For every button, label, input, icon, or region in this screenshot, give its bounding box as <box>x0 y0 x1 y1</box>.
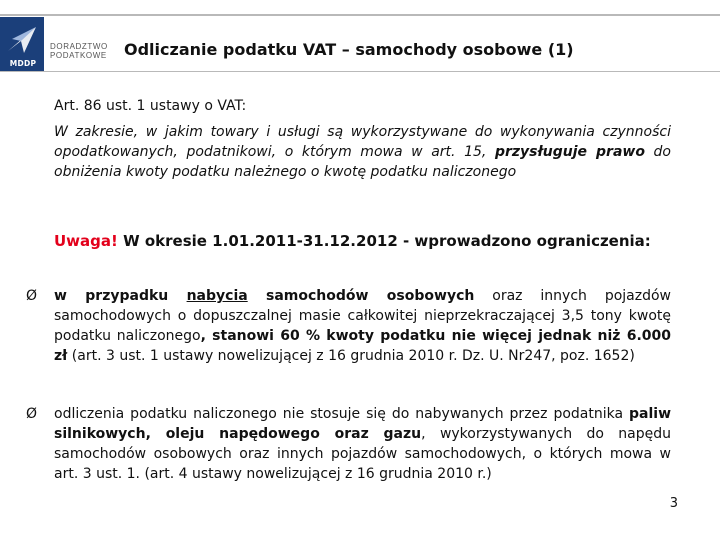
warning-label: Uwaga! <box>54 232 118 250</box>
plane-icon <box>6 23 38 55</box>
warning-text: W okresie 1.01.2011-31.12.2012 - wprowadzono ograniczenia: <box>117 232 651 250</box>
page-number: 3 <box>669 496 678 511</box>
logo-wordmark <box>50 42 108 60</box>
bullet-item-vehicles <box>26 286 671 366</box>
bullet-text: odliczenia podatku naliczonego nie stosuje się do nabywanych przez podatnika paliw silnikowych, oleju napędowego oraz gazu, wykorzystywanych do napędu samochodów osobowych oraz innych pojazdów samochodowych, o których mowa w art. 3 ust. 1. (art. 4 ustawy nowelizującej z 16 grudnia 2010 r.) <box>54 406 671 482</box>
header-separator <box>0 71 720 72</box>
arrow-bullet-icon: Ø <box>26 288 38 304</box>
bullet-text: w przypadku nabycia samochodów osobowych oraz innych pojazdów samochodowych o dopuszczalnej masie całkowitej nieprzekraczającej 3,5 tony kwotę podatku naliczonego, stanowi 60 % kwoty podatku nie więcej jednak niż 6.000 zł (art. 3 ust. 1 ustawy nowelizującej z 16 grudnia 2010 r. Dz. U. Nr247, poz. 1652) <box>54 288 671 364</box>
warning-heading <box>54 232 671 251</box>
slide-title: Odliczanie podatku VAT – samochody osobowe (1) <box>124 40 574 59</box>
arrow-bullet-icon: Ø <box>26 406 38 422</box>
mddp-logo <box>0 17 44 71</box>
article-reference: Art. 86 ust. 1 ustawy o VAT: <box>54 98 247 114</box>
logo-line-1: DORADZTWO <box>50 42 108 51</box>
top-rule <box>0 14 720 16</box>
logo-abbreviation: MDDP <box>9 59 37 68</box>
quote-emphasis: przysługuje prawo <box>494 144 645 160</box>
bullet-item-fuel <box>26 404 671 484</box>
logo-line-2: PODATKOWE <box>50 51 107 60</box>
underlined-term: nabycia <box>186 288 248 304</box>
law-quote: W zakresie, w jakim towary i usługi są wykorzystywane do wykonywania czynności opodatkowanych, podatnikowi, o którym mowa w art. 15, przysługuje prawo do obniżenia kwoty podatku należnego o kwotę podatku naliczonego <box>54 124 671 180</box>
